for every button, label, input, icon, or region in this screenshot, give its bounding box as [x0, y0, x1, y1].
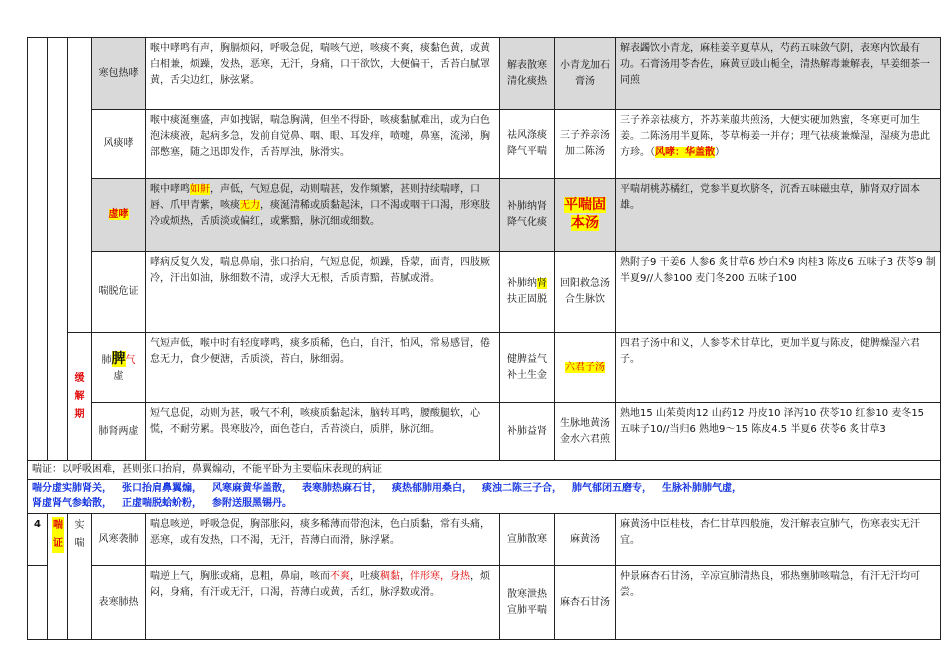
syndrome-name: 风寒袭肺 — [92, 514, 146, 566]
section-title: 喘证 — [48, 514, 68, 640]
table-row — [28, 514, 941, 566]
summary-row — [28, 461, 941, 480]
treatment-method: 补肺益肾 — [500, 403, 555, 461]
blank-cell — [28, 566, 48, 640]
summary-text: 喘证：以呼吸困难，甚则张口抬肩，鼻翼煽动，不能平卧为主要临床表现的病证 — [28, 461, 941, 480]
formula: 小青龙加石膏汤 — [555, 38, 616, 110]
table-row — [28, 110, 941, 179]
phase-label: 缓解期 — [68, 333, 92, 461]
syndrome-name: 表寒肺热 — [92, 566, 146, 640]
syndrome-name: 虚哮 — [92, 179, 146, 252]
symptoms: 气短声低，喉中时有轻度哮鸣，痰多质稀，色白，自汗，怕风，常易感冒，倦怠无力，食少便溏，舌质淡，苔白，脉细弱。 — [146, 333, 500, 403]
formula: 回阳救急汤合生脉饮 — [555, 252, 616, 333]
table-row — [28, 252, 941, 333]
table-row — [28, 38, 941, 110]
treatment-method: 散寒泄热宣肺平喘 — [500, 566, 555, 640]
table-row — [28, 566, 941, 640]
treatment-method: 解表散寒清化痰热 — [500, 38, 555, 110]
formula-notes: 解表蠲饮小青龙，麻桂姜辛夏草从，芍药五味敛气阴，表寒内饮最有功。石膏汤用苓杏佐，麻黄豆豉山栀全，清热解毒兼解表，早姜细茶一同煎 — [616, 38, 941, 110]
formula: 生脉地黄汤金水六君煎 — [555, 403, 616, 461]
syndrome-name: 寒包热哮 — [92, 38, 146, 110]
section-number: 4 — [28, 514, 48, 566]
mnemonic-text: 喘分虚实肺肾关， 张口抬肩鼻翼煽， 风寒麻黄华盖散， 表寒肺热麻石甘， 痰热郁肺用桑白， 痰浊二陈三子合， 肺气郁闭五磨专， 生脉补肺肺气虚， 肾虚肾气参蛤散， 正虚喘脱蛤蚧粉， 参附送服黑锡丹。 — [28, 480, 941, 514]
blank-cell — [68, 38, 92, 333]
symptoms: 哮病反复久发，喘息鼻扇，张口抬肩，气短息促，烦躁，昏蒙，面青，四肢厥冷，汗出如油，脉细数不清，或浮大无根，舌质青黯，苔腻或滑。 — [146, 252, 500, 333]
formula: 平喘固本汤 — [555, 179, 616, 252]
treatment-method: 补肺纳肾降气化痰 — [500, 179, 555, 252]
formula-notes: 熟附子9 干姜6 人参6 炙甘草6 炒白术9 肉桂3 陈皮6 五味子3 茯苓9 制半夏9//人参100 麦门冬200 五味子100 — [616, 252, 941, 333]
symptoms: 短气息促，动则为甚，吸气不利，咳痰质黏起沫，脑转耳鸣，腰酸腿软，心慌，不耐劳累。畏寒肢冷，面色苍白，舌苔淡白，质胖，脉沉细。 — [146, 403, 500, 461]
formula: 六君子汤 — [555, 333, 616, 403]
formula-notes: 三子养亲祛痰方，芥苏莱菔共煎汤，大便实硬加熟蜜，冬寒更可加生姜。二陈汤用半夏陈，苓草梅姜一并存；理气祛痰兼燥湿，湿痰为患此方珍。（风哮：华盖散） — [616, 110, 941, 179]
treatment-method: 健脾益气补土生金 — [500, 333, 555, 403]
table-row — [28, 333, 941, 403]
formula-notes: 仲景麻杏石甘汤，辛凉宣肺清热良，邪热壅肺咳喘急，有汗无汗均可尝。 — [616, 566, 941, 640]
table-row — [28, 403, 941, 461]
blank-cell — [48, 38, 68, 461]
formula-notes: 平喘胡桃苏橘红，党参半夏坎脐冬，沉香五味磁虫草，肺肾双疗固本雄。 — [616, 179, 941, 252]
formula: 三子养亲汤加二陈汤 — [555, 110, 616, 179]
syndrome-name: 风痰哮 — [92, 110, 146, 179]
blank-cell — [28, 38, 48, 461]
syndrome-name: 肺脾气 虚 — [92, 333, 146, 403]
syndrome-name: 肺肾两虚 — [92, 403, 146, 461]
formula-notes: 四君子汤中和义，人参苓术甘草比，更加半夏与陈皮，健脾燥湿六君子。 — [616, 333, 941, 403]
treatment-method: 祛风涤痰降气平喘 — [500, 110, 555, 179]
syndrome-table — [27, 37, 941, 640]
formula-notes: 麻黄汤中臣桂枝，杏仁甘草四般施，发汗解表宣肺气，伤寒表实无汗宜。 — [616, 514, 941, 566]
symptoms: 喉中哮鸣如鼾，声低，气短息促，动则喘甚，发作频繁，甚则持续喘哮，口唇、爪甲青紫，咳痰无力，痰涎清稀或质黏起沫，口不渴或咽干口渴，形寒肢冷或烦热，舌质淡或偏红，或紫黯，脉沉细或细数。 — [146, 179, 500, 252]
mnemonic-row — [28, 480, 941, 514]
syndrome-name: 喘脱危证 — [92, 252, 146, 333]
sub-label: 实喘 — [68, 514, 92, 640]
treatment-method: 宣肺散寒 — [500, 514, 555, 566]
symptoms: 喉中哮鸣有声，胸膈烦闷，呼吸急促，喘咳气逆，咳痰不爽，痰黏色黄，或黄白相兼，烦躁，发热，恶寒，无汗，身痛，口干欲饮，大便偏干，舌苔白腻罩黄，舌尖边红，脉弦紧。 — [146, 38, 500, 110]
treatment-method: 补肺纳肾 扶正固脱 — [500, 252, 555, 333]
formula: 麻杏石甘汤 — [555, 566, 616, 640]
table-row — [28, 179, 941, 252]
formula: 麻黄汤 — [555, 514, 616, 566]
symptoms: 喘息咳逆，呼吸急促，胸部胀闷，痰多稀薄而带泡沫，色白质黏，常有头痛，恶寒，或有发热，口不渴，无汗，苔薄白而滑，脉浮紧。 — [146, 514, 500, 566]
formula-notes: 熟地15 山茱萸肉12 山药12 丹皮10 泽泻10 茯苓10 红参10 麦冬15 五味子10//当归6 熟地9～15 陈皮4.5 半夏6 茯苓6 炙甘草3 — [616, 403, 941, 461]
symptoms: 喘逆上气，胸胀或痛，息粗，鼻扇，咳而不爽，吐痰稠黏，伴形寒，身热，烦闷，身痛，有汗或无汗，口渴，苔薄白或黄，舌红，脉浮数或滑。 — [146, 566, 500, 640]
symptoms: 喉中痰涎壅盛，声如拽锯，喘急胸满，但坐不得卧，咳痰黏腻难出，或为白色泡沫痰液，起病多急，发前自觉鼻、咽、眼、耳发痒，喷嚏，鼻塞，流涕，胸部憋塞，随之迅即发作，舌苔厚浊，脉滑实。 — [146, 110, 500, 179]
